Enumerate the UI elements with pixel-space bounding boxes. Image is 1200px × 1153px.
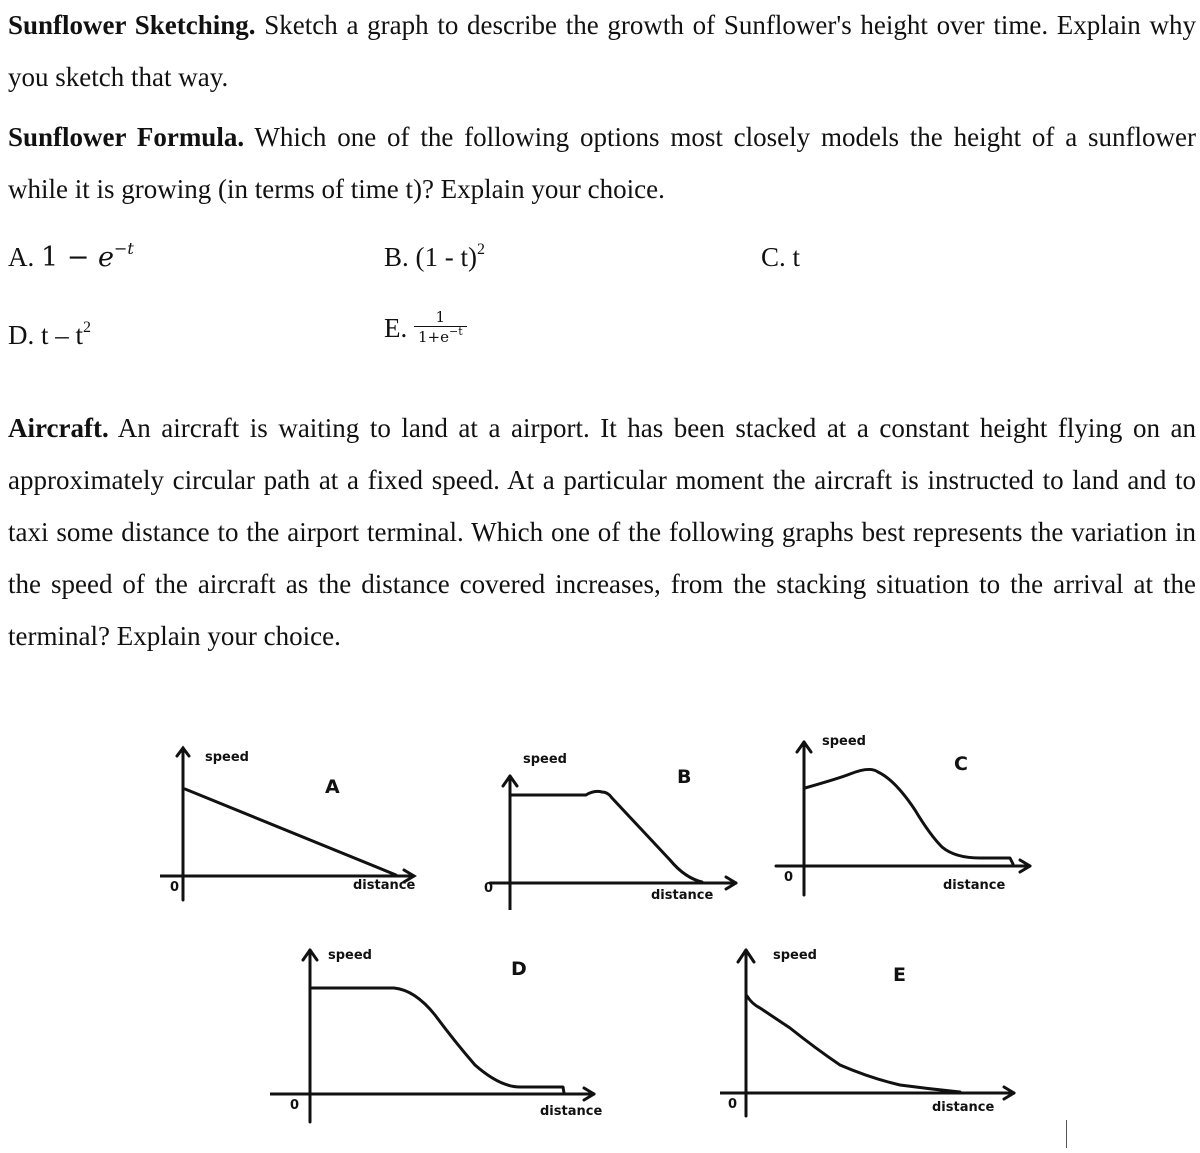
option-e bbox=[384, 308, 467, 347]
option-e-fraction: $\frac{1}{1+e^{-t}}$ bbox=[414, 308, 467, 347]
graph-a-y-label: speed bbox=[205, 750, 249, 765]
option-b bbox=[384, 240, 485, 274]
graph-b bbox=[470, 740, 770, 910]
graph-e bbox=[720, 930, 1100, 1130]
graph-a-letter: A bbox=[325, 776, 340, 798]
option-d-label: D. bbox=[8, 320, 35, 350]
graph-b-x-label: distance bbox=[651, 888, 714, 903]
option-b-label: B. bbox=[384, 242, 409, 272]
graph-d-letter: D bbox=[511, 958, 527, 980]
graph-a bbox=[160, 740, 460, 910]
option-a-label: A. bbox=[8, 242, 35, 272]
aircraft-text: An aircraft is waiting to land at a airport. It has been stacked at a constant height flying on an approximately circular path at a fixed speed. At a particular moment the aircraft is instructed to land and to taxi some distance to the airport terminal. Which one of the following graphs best represents the variation in the speed of the aircraft as the distance covered increases, from the stacking situation to the arrival at the terminal? Explain your choice. bbox=[8, 413, 1196, 651]
aircraft-paragraph bbox=[8, 402, 1196, 662]
graph-d bbox=[270, 930, 630, 1130]
graph-c bbox=[770, 720, 1050, 910]
graph-c-plot bbox=[770, 720, 1050, 910]
option-e-label: E. bbox=[384, 312, 408, 343]
sunflower-sketching-title: Sunflower Sketching. bbox=[8, 10, 256, 40]
graph-a-origin: 0 bbox=[170, 880, 180, 895]
graph-a-x-label: distance bbox=[353, 878, 416, 893]
graph-d-y-label: speed bbox=[328, 948, 372, 963]
text-cursor bbox=[1066, 1120, 1067, 1148]
graph-d-plot bbox=[270, 930, 630, 1130]
option-c bbox=[761, 240, 800, 274]
option-c-expr: t bbox=[792, 242, 801, 272]
graph-e-x-label: distance bbox=[932, 1100, 995, 1115]
graph-e-y-label: speed bbox=[773, 948, 817, 963]
sunflower-formula-text: Which one of the following options most closely models the height of a sunflower while it is growing (in terms of time t)? Explain your choice. bbox=[8, 122, 1196, 204]
sunflower-formula-title: Sunflower Formula. bbox=[8, 122, 245, 152]
graph-c-origin: 0 bbox=[784, 870, 794, 885]
option-a-expr: $1 - e^{-t}$ bbox=[41, 239, 134, 273]
sunflower-sketching-text: Sketch a graph to describe the growth of Sunflower's height over time. Explain why you sketch that way. bbox=[8, 10, 1196, 92]
option-b-expr: (1 - t)$^2$ bbox=[415, 241, 485, 272]
graph-c-y-label: speed bbox=[822, 734, 866, 749]
option-a bbox=[8, 240, 134, 275]
aircraft-title: Aircraft. bbox=[8, 413, 109, 443]
graph-e-letter: E bbox=[893, 964, 906, 986]
sunflower-sketching-paragraph bbox=[8, 0, 1196, 103]
graph-b-plot bbox=[470, 740, 770, 910]
option-d bbox=[8, 318, 91, 352]
graph-c-letter: C bbox=[954, 753, 968, 775]
graph-c-x-label: distance bbox=[943, 878, 1006, 893]
graph-b-origin: 0 bbox=[484, 881, 494, 896]
graph-b-letter: B bbox=[677, 766, 692, 788]
sunflower-formula-paragraph bbox=[8, 111, 1196, 215]
option-c-label: C. bbox=[761, 242, 786, 272]
graph-d-origin: 0 bbox=[290, 1098, 300, 1113]
graph-d-x-label: distance bbox=[540, 1104, 603, 1119]
graph-e-origin: 0 bbox=[728, 1097, 738, 1112]
graph-b-y-label: speed bbox=[523, 752, 567, 767]
option-d-expr: t – $t^2$ bbox=[41, 319, 92, 350]
